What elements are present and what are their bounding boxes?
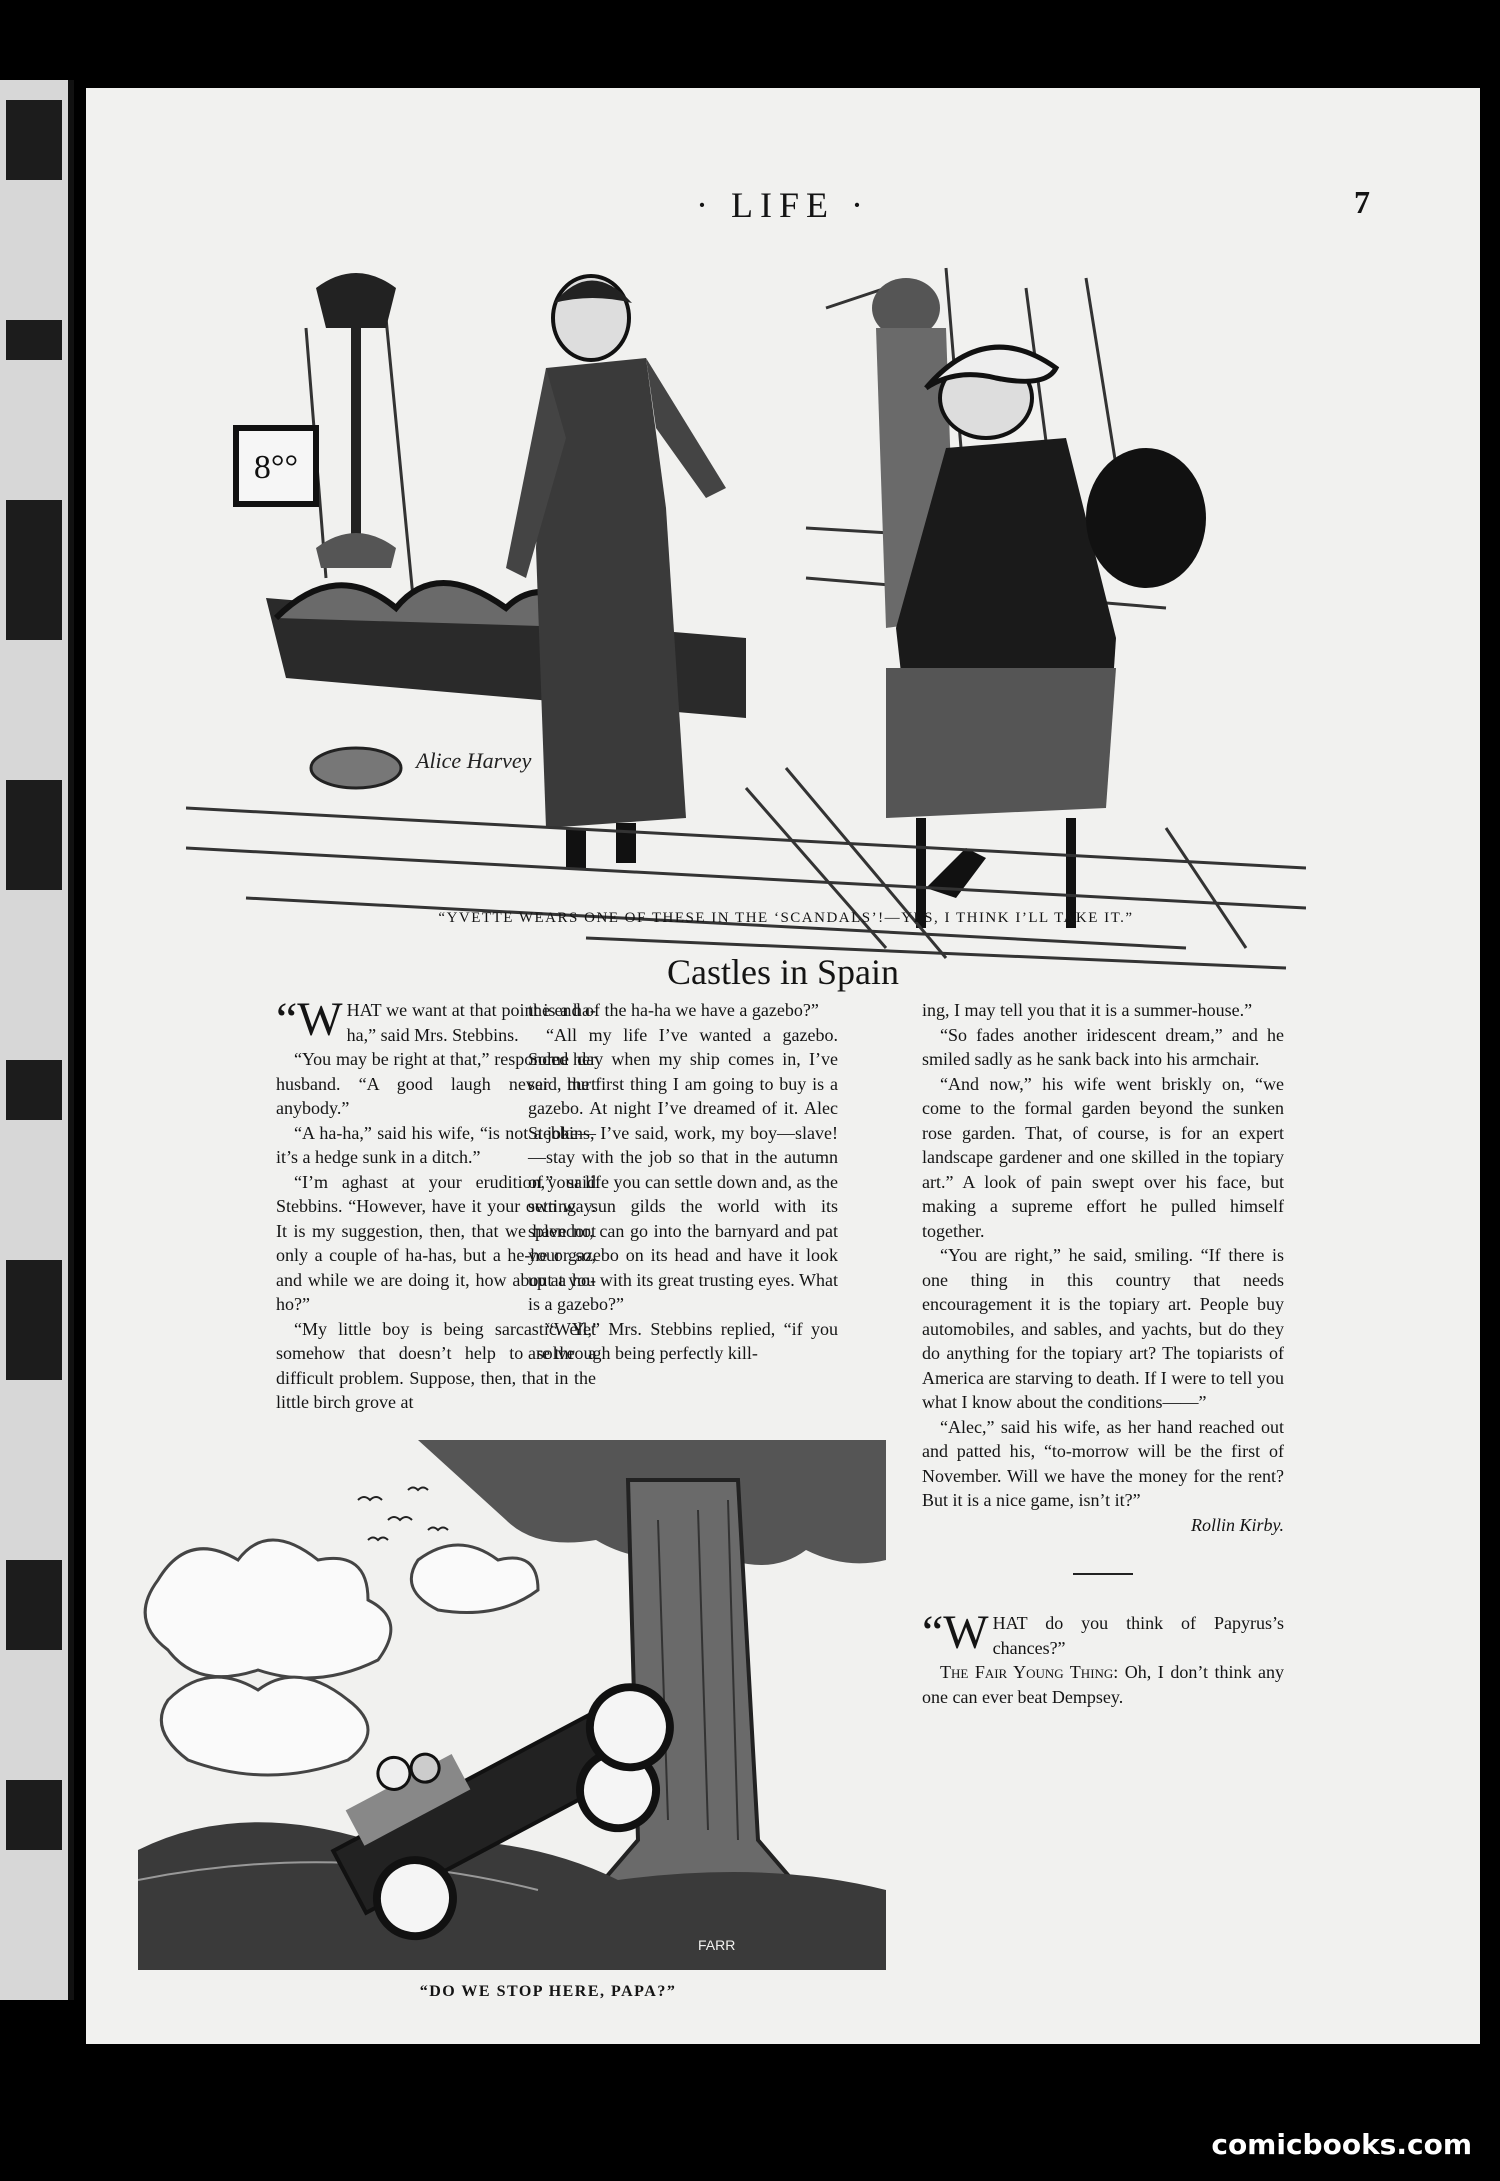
paragraph: ing, I may tell you that it is a summer-house.” [922,1000,1253,1020]
magazine-page [86,88,1480,2044]
bottom-cartoon-caption: “DO WE STOP HERE, PAPA?” [419,1983,677,2000]
facing-page-edge [0,80,74,2000]
paragraph: “All my life I’ve wanted a gazebo. Some day when my ship comes in, I’ve said, the first thing I am going to buy is a gazebo. At night I’ve dreamed of it. Alec Stebbins, I’ve said, work, my boy—slave!—stay with the job so that in the autumn of your life you can settle down and, as the setting sun gilds the world with its splendor, can go into the barnyard and pat your gazebo on its head and have it look up at you with its great trusting eyes. What is a gazebo?” [528,1024,838,1314]
paragraph: the end of the ha-ha we have a gazebo?” [528,1000,819,1020]
paragraph: “I’m aghast at your erudition,” said Stebbins. “However, have it your own way. It is my suggestion, then, that we have not only a couple of ha-has, but a he-he or so, and while we are doing it, how about a ho-ho?” [276,1171,596,1314]
article-column-3 [922,998,1284,1709]
paragraph: “Alec,” said his wife, as her hand reached out and patted his, “to-morrow will be the first of November. Will we have the money for the rent? But it is a nice game, isn’t it?” [922,1416,1284,1510]
paragraph: “You may be right at that,” responded her husband. “A good laugh never hurt anybody.” [276,1049,596,1118]
article-title: Castles in Spain [667,952,899,992]
dropcap: “W [276,993,343,1046]
paragraph: “A ha-ha,” said his wife, “is not a joke—it’s a hedge sunk in a ditch.” [276,1122,596,1167]
paragraph: “You are right,” he said, smiling. “If there is one thing in this country that needs encouragement it is the topiary art. People buy automobiles, and sables, and yachts, but do they do anything for the topiary art? The topiarists of America are starving to death. If I were to tell you what I know about the conditions——” [922,1245,1284,1412]
paragraph: “So fades another iridescent dream,” and he smiled sadly as he sank back into his armchair. [922,1024,1284,1069]
masthead: · LIFE · [696,185,870,225]
paragraph: HAT we want at that point is a ha-ha,” said Mrs. Stebbins. [346,1000,596,1045]
page-number: 7 [1354,184,1370,220]
section-divider [1073,1573,1133,1575]
dropcap: “W [922,1606,989,1659]
artist-signature-farr: FARR [698,1937,736,1953]
page-header [86,184,1480,224]
cartoon-car-tree [138,1440,886,1970]
paragraph: “Well,” Mrs. Stebbins replied, “if you are through being perfectly kill- [528,1318,838,1363]
paragraph: “And now,” his wife went briskly on, “we come to the formal garden beyond the sunken rose garden. That, of course, is for an expert landscape gardener and one skilled in the topiary art.” A look of pain swept over his face, but making a supreme effort he pulled himself together. [922,1073,1284,1241]
joke-answer: Oh, I don’t think any one can ever beat Dempsey. [922,1662,1284,1707]
author-signature: Rollin Kirby. [1190,1514,1284,1535]
artist-signature-harvey: Alice Harvey [416,748,532,773]
watermark: comicbooks.com [1211,2128,1472,2161]
cartoon-hat-shop [186,248,1306,974]
joke-speaker: The Fair Young Thing: [940,1662,1119,1682]
price-tag-text: 8°° [253,449,299,486]
joke-question: HAT do you think of Papyrus’s chances?” [992,1613,1284,1658]
paragraph: “My little boy is being sarcastic. Yet somehow that doesn’t help to solve a difficult problem. Suppose, then, that in the little birch grove at [276,1318,596,1412]
top-cartoon-caption: “YVETTE WEARS ONE OF THESE IN THE ‘SCANDALS’!—YES, I THINK I’LL TAKE IT.” [438,910,1134,926]
article-column-2 [528,998,838,1366]
